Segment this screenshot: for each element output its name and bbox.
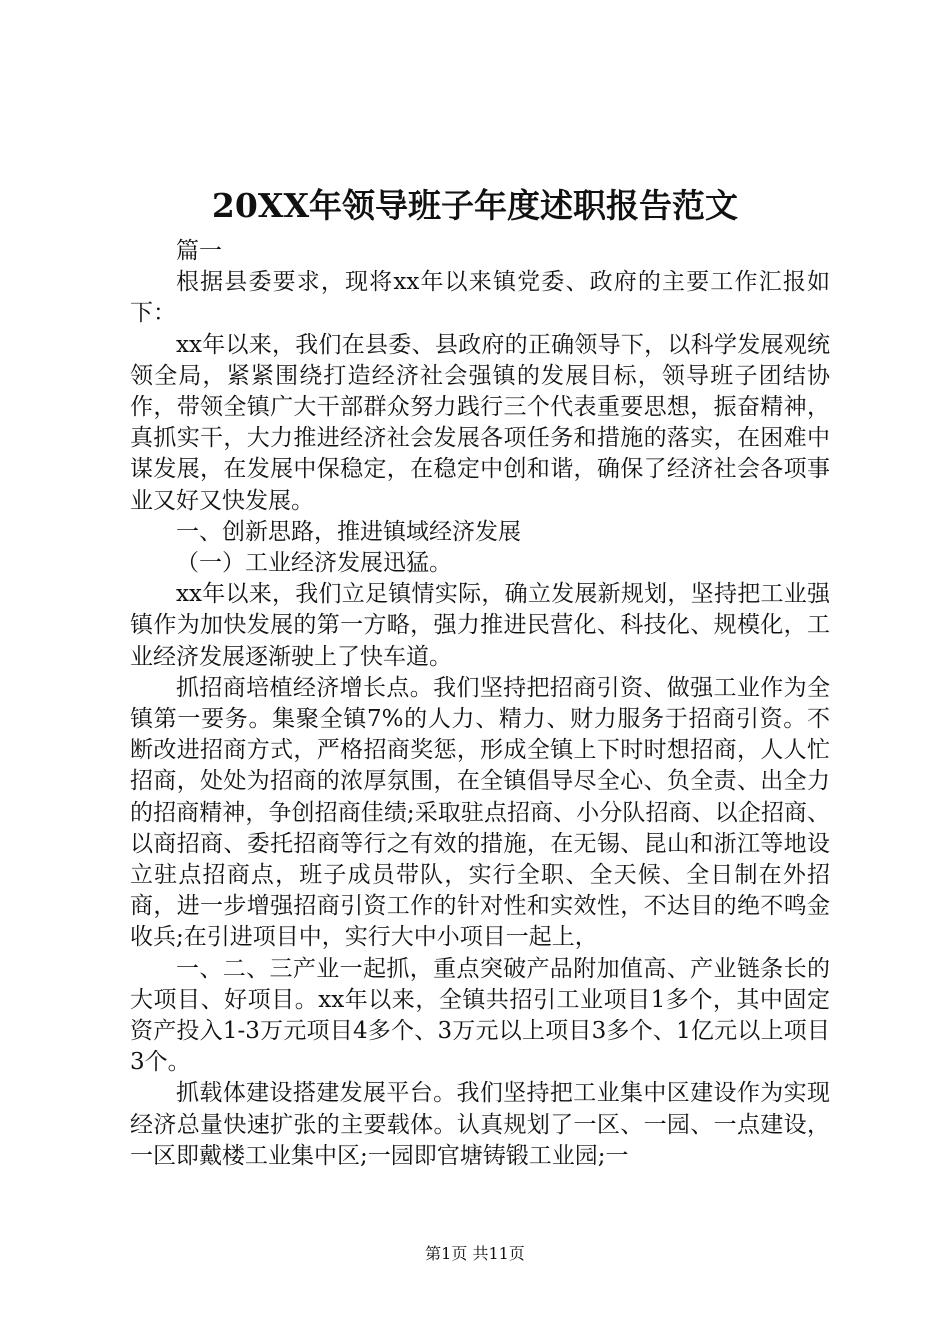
paragraph-projects: 一、二、三产业一起抓，重点突破产品附加值高、产业链条长的大项目、好项目。xx年以来，全镇共招引工业项目1多个，其中固定资产投入1-3万元项目4多个、3万元以上项目3多个、1亿元以上项目3个。 <box>130 955 830 1076</box>
document-title: 20XX年领导班子年度述职报告范文 <box>211 186 739 225</box>
paragraph-heading-1: 一、创新思路，推进镇域经济发展 <box>176 518 521 545</box>
page-footer: 第1页 共11页 <box>425 1244 525 1263</box>
paragraph-overview: xx年以来，我们在县委、县政府的正确领导下，以科学发展观统领全局，紧紧围绕打造经济社会强镇的发展目标，领导班子团结协作，带领全镇广大干部群众努力践行三个代表重要思想，振奋精神，真抓实干，大力推进经济社会发展各项任务和措施的落实，在困难中谋发展，在发展中保稳定，在稳定中创和谐，确保了经济社会各项事业又好又快发展。 <box>130 331 830 514</box>
paragraph-investment: 抓招商培植经济增长点。我们坚持把招商引资、做强工业作为全镇第一要务。集聚全镇7%的人力、精力、财力服务于招商引资。不断改进招商方式，严格招商奖惩，形成全镇上下时时想招商，人人忙招商，处处为招商的浓厚氛围，在全镇倡导尽全心、负全责、出全力的招商精神，争创招商佳绩;采取驻点招商、小分队招商、以企招商、以商招商、委托招商等行之有效的措施，在无锡、昆山和浙江等地设立驻点招商点，班子成员带队，实行全职、全天候、全日制在外招商，进一步增强招商引资工作的针对性和实效性，不达目的绝不鸣金收兵;在引进项目中，实行大中小项目一起上， <box>130 674 830 951</box>
document-body <box>130 236 830 1172</box>
paragraph-subheading-1: （一）工业经济发展迅猛。 <box>176 550 452 577</box>
paragraph-platform: 抓载体建设搭建发展平台。我们坚持把工业集中区建设作为实现经济总量快速扩张的主要载体。认真规划了一区、一园、一点建设，一区即戴楼工业集中区;一园即官塘铸锻工业园;一 <box>130 1080 830 1169</box>
paragraph-section-label: 篇一 <box>176 238 222 264</box>
paragraph-intro: 根据县委要求，现将xx年以来镇党委、政府的主要工作汇报如下： <box>130 269 830 327</box>
paragraph-industry: xx年以来，我们立足镇情实际，确立发展新规划，坚持把工业强镇作为加快发展的第一方略，强力推进民营化、科技化、规模化，工业经济发展逐渐驶上了快车道。 <box>130 581 830 670</box>
